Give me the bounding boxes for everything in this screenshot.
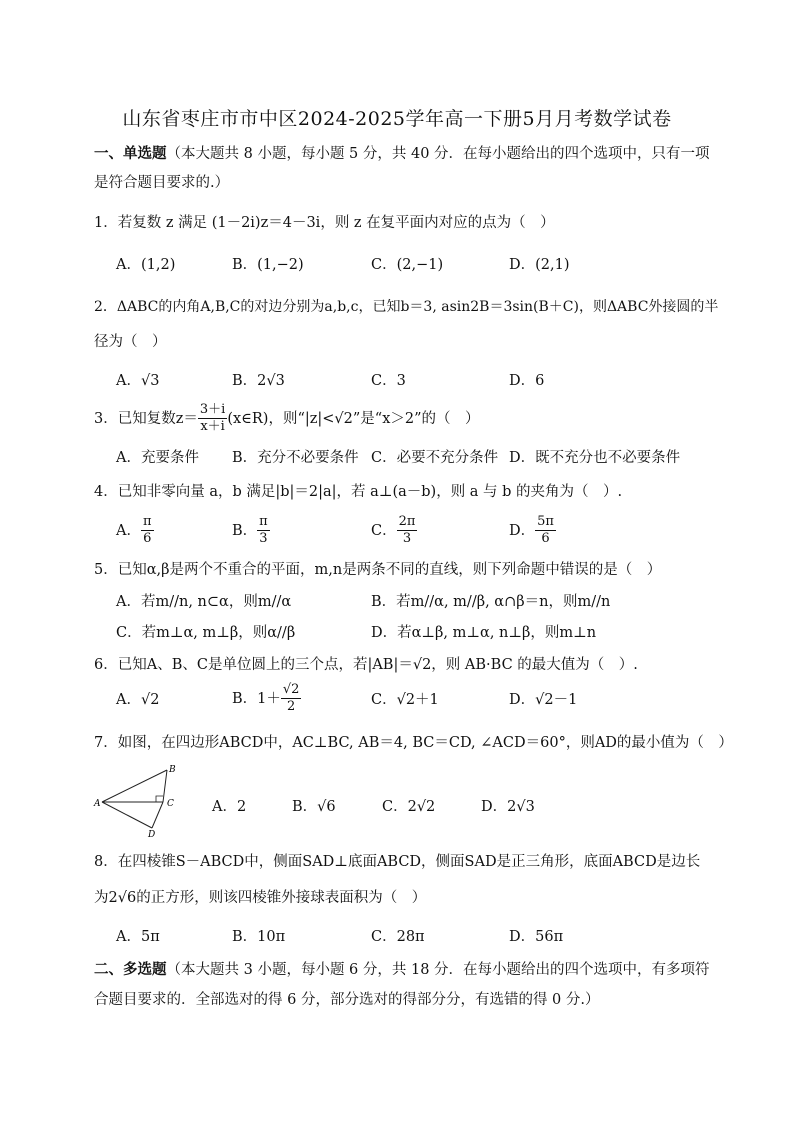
q6-option-a: A．√2 xyxy=(116,692,160,708)
q5-option-b: B．若m//α, m//β, α∩β＝n，则m//n xyxy=(371,594,611,610)
q2-option-d: D．6 xyxy=(509,373,545,389)
q2-option-c: C．3 xyxy=(371,373,406,389)
q3-option-c: C．必要不充分条件 xyxy=(371,450,499,466)
q6-option-b xyxy=(232,682,301,716)
q6-b-den: 2 xyxy=(287,699,296,715)
q7-quadrilateral-figure xyxy=(92,764,187,839)
section1-desc-1: （本大题共 8 小题，每小题 5 分，共 40 分．在每小题给出的四个选项中，只有一项 xyxy=(166,146,710,162)
q4-b-num: π xyxy=(257,514,270,531)
q5-option-c: C．若m⊥α, m⊥β，则α//β xyxy=(116,625,296,641)
section2-desc-2: 合题目要求的．全部选对的得 6 分，部分选对的得部分分，有选错的得 0 分.） xyxy=(94,992,600,1008)
q7-segment-cd xyxy=(152,802,163,828)
q6-option-d: D．√2－1 xyxy=(509,692,578,708)
q1-option-d: D．(2,1) xyxy=(509,257,570,273)
q7-label-d: D xyxy=(148,830,156,839)
q8-option-b: B．10π xyxy=(232,929,286,945)
q6-b-num: √2 xyxy=(281,682,302,699)
q7-label-c: C xyxy=(167,799,174,809)
q8-option-c: C．28π xyxy=(371,929,425,945)
q5-option-d: D．若α⊥β, m⊥α, n⊥β，则m⊥n xyxy=(371,625,597,641)
q7-segment-bc xyxy=(163,770,167,802)
q4-option-b xyxy=(232,514,270,548)
q1-option-c: C．(2,−1) xyxy=(371,257,444,273)
section1-heading: 一、单选题 xyxy=(94,145,167,162)
q8-stem-2: 为2√6的正方形，则该四棱锥外接球表面积为（ ） xyxy=(94,890,427,906)
q3-stem-post: (x∈R)，则“|z|<√2”是“x＞2”的（ ） xyxy=(227,410,480,427)
q4-a-den: 6 xyxy=(143,531,152,547)
q4-c-num: 2π xyxy=(397,514,418,531)
q8-option-a: A．5π xyxy=(116,929,160,945)
q4-d-num: 5π xyxy=(535,514,556,531)
section2-heading: 二、多选题 xyxy=(94,961,167,978)
q2-option-b: B．2√3 xyxy=(232,373,285,389)
q3-fraction xyxy=(198,402,227,436)
q4-option-d-frac xyxy=(535,514,556,548)
q7-right-angle-mark xyxy=(156,796,163,802)
q4-option-c xyxy=(371,514,417,548)
q4-option-d-label: D． xyxy=(509,522,536,539)
q7-stem: 7．如图，在四边形ABCD中，AC⊥BC, AB＝4, BC＝CD, ∠ACD＝60°，则AD的最小值为（ ） xyxy=(94,735,733,751)
q4-option-b-label: B． xyxy=(232,522,258,539)
q4-option-a-label: A． xyxy=(116,522,141,539)
q6-option-b-frac xyxy=(281,682,302,716)
q4-a-num: π xyxy=(141,514,154,531)
section1-desc-2: 是符合题目要求的.） xyxy=(94,175,230,191)
q1-option-a: A．(1,2) xyxy=(116,257,176,273)
exam-title: 山东省枣庄市市中区2024-2025学年高一下册5月月考数学试卷 xyxy=(122,108,672,130)
q3-option-d: D．既不充分也不必要条件 xyxy=(509,450,681,466)
q6-option-b-label: B．1＋ xyxy=(232,690,281,707)
q3-option-a: A．充要条件 xyxy=(116,450,199,466)
q4-c-den: 3 xyxy=(402,531,412,547)
q7-segment-ad xyxy=(102,802,152,828)
q7-label-b: B xyxy=(169,765,176,775)
q2-stem-2: 径为（ ） xyxy=(94,334,167,350)
q4-option-a xyxy=(116,514,154,548)
q8-stem-1: 8．在四棱锥S－ABCD中，侧面SAD⊥底面ABCD，侧面SAD是正三角形，底面ABCD是边长 xyxy=(94,854,701,870)
q4-option-b-frac xyxy=(257,514,270,548)
q2-option-a: A．√3 xyxy=(116,373,160,389)
q1-stem: 1．若复数 z 满足 (1－2i)z＝4－3i，则 z 在复平面内对应的点为（ ） xyxy=(94,215,555,231)
section2-desc-1: （本大题共 3 小题，每小题 6 分，共 18 分．在每小题给出的四个选项中，有多项符 xyxy=(166,962,710,978)
q8-option-d: D．56π xyxy=(509,929,564,945)
q7-option-b: B．√6 xyxy=(292,799,336,815)
q5-stem: 5．已知α,β是两个不重合的平面，m,n是两条不同的直线，则下列命题中错误的是（ ） xyxy=(94,562,662,578)
q3-option-b: B．充分不必要条件 xyxy=(232,450,359,466)
q7-option-d: D．2√3 xyxy=(481,799,535,815)
q3-stem xyxy=(94,402,480,436)
q3-frac-den: x＋i xyxy=(200,419,225,435)
section2-intro xyxy=(94,958,710,979)
q2-stem-1: 2．ΔABC的内角A,B,C的对边分别为a,b,c，已知b＝3, asin2B＝3sin(B＋C)，则ΔABC外接圆的半 xyxy=(94,299,719,315)
q4-stem: 4．已知非零向量 a，b 满足|b|＝2|a|，若 a⊥(a－b)，则 a 与 b 的夹角为（ ）. xyxy=(94,484,623,500)
q1-option-b: B．(1,−2) xyxy=(232,257,304,273)
q7-segment-ab xyxy=(102,770,167,802)
q4-option-c-label: C． xyxy=(371,522,397,539)
q7-label-a: A xyxy=(94,799,101,809)
q6-stem: 6．已知A、B、C是单位圆上的三个点，若|AB|＝√2，则 AB·BC 的最大值为（ ）. xyxy=(94,657,638,673)
q6-option-c: C．√2＋1 xyxy=(371,692,439,708)
q4-option-d xyxy=(509,514,556,548)
q4-option-c-frac xyxy=(397,514,418,548)
q4-b-den: 3 xyxy=(259,531,268,547)
section1-intro xyxy=(94,142,710,163)
q3-frac-num: 3＋i xyxy=(198,402,227,419)
q3-stem-pre: 3．已知复数z＝ xyxy=(94,410,198,427)
q7-option-c: C．2√2 xyxy=(382,799,436,815)
q5-option-a: A．若m//n, n⊂α，则m//α xyxy=(116,594,292,610)
q7-option-a: A．2 xyxy=(212,799,247,815)
q4-d-den: 6 xyxy=(541,531,550,547)
q4-option-a-frac xyxy=(141,514,154,548)
